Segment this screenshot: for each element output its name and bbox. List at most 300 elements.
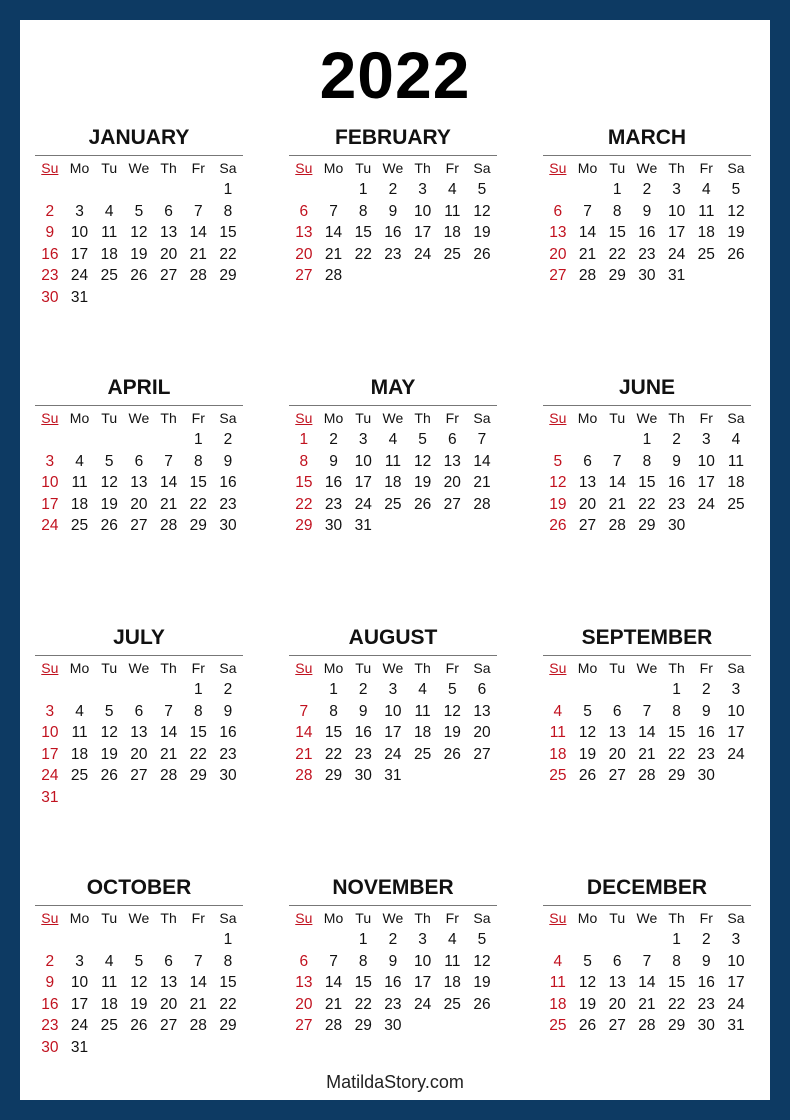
- day-number: 26: [578, 767, 597, 785]
- day-number: 17: [667, 224, 686, 242]
- empty-day: [437, 765, 467, 787]
- day-number: 8: [642, 452, 652, 470]
- day-number: 5: [134, 952, 144, 970]
- empty-day: [437, 515, 467, 537]
- day-number: 30: [354, 767, 372, 785]
- day-number: 25: [70, 517, 89, 535]
- day-number: 25: [70, 767, 89, 785]
- day-number: 16: [384, 224, 402, 242]
- day-number: 10: [727, 952, 745, 970]
- day-number: 22: [189, 495, 207, 513]
- empty-day: [94, 429, 124, 451]
- day-number: 10: [41, 724, 59, 742]
- empty-day: [213, 287, 243, 309]
- week-row: [35, 744, 243, 766]
- day-number: 24: [667, 245, 686, 263]
- day-number: 29: [608, 267, 626, 285]
- day-number: 27: [159, 1017, 178, 1035]
- day-number: 17: [70, 995, 89, 1013]
- day-number: 16: [638, 224, 656, 242]
- day-number: 3: [358, 431, 368, 448]
- day-number: 18: [727, 474, 745, 492]
- day-number: 15: [354, 224, 372, 242]
- weekday-header: [289, 157, 497, 179]
- day-number: 1: [672, 931, 681, 948]
- day-number: 4: [388, 431, 398, 448]
- weekday-label: Sa: [473, 660, 491, 676]
- day-number: 1: [193, 681, 203, 698]
- empty-day: [94, 179, 124, 201]
- divider: [289, 155, 497, 156]
- day-number: 17: [727, 724, 745, 742]
- weekday-label: We: [636, 910, 658, 926]
- day-number: 27: [130, 517, 148, 535]
- day-number: 5: [134, 202, 144, 220]
- weekday-label: Fr: [445, 410, 459, 426]
- day-number: 21: [324, 245, 343, 263]
- weekday-label: Fr: [445, 660, 459, 676]
- day-number: 2: [358, 681, 368, 698]
- day-number: 15: [638, 474, 656, 492]
- day-number: 20: [130, 495, 148, 513]
- day-number: 22: [295, 495, 313, 513]
- day-number: 12: [100, 474, 118, 492]
- week-row: [35, 787, 243, 809]
- day-number: 16: [219, 724, 237, 742]
- weekday-label: We: [382, 410, 404, 426]
- day-number: 4: [447, 931, 457, 948]
- weekday-label: Su: [549, 660, 567, 676]
- divider: [289, 905, 497, 906]
- week-row: [543, 994, 751, 1016]
- weekday-label: Mo: [577, 410, 598, 426]
- day-number: 24: [413, 245, 432, 263]
- month-january: [35, 122, 243, 309]
- day-number: 22: [354, 995, 372, 1013]
- weekday-label: We: [382, 660, 404, 676]
- day-number: 1: [299, 431, 309, 448]
- weekday-label: Tu: [355, 410, 372, 426]
- weekday-label: Tu: [355, 160, 372, 176]
- day-number: 28: [189, 267, 207, 285]
- day-number: 23: [638, 245, 656, 263]
- day-number: 23: [354, 745, 372, 763]
- day-number: 30: [638, 267, 656, 285]
- week-row: [35, 1015, 243, 1037]
- day-number: 7: [164, 702, 173, 720]
- day-number: 12: [549, 474, 567, 492]
- day-number: 6: [164, 952, 173, 970]
- weekday-label: Mo: [323, 910, 344, 926]
- weekday-label: Fr: [191, 910, 205, 926]
- day-number: 6: [583, 452, 592, 470]
- month-april: [35, 372, 243, 537]
- day-number: 11: [727, 452, 745, 470]
- weekday-label: Sa: [219, 410, 237, 426]
- month-title: JANUARY: [88, 126, 190, 149]
- day-number: 24: [727, 745, 745, 763]
- day-number: 26: [413, 495, 432, 513]
- day-number: 18: [70, 495, 89, 513]
- day-number: 1: [223, 931, 233, 948]
- day-number: 10: [697, 452, 715, 470]
- empty-day: [94, 929, 124, 951]
- weekday-label: Su: [295, 160, 313, 176]
- day-number: 12: [578, 724, 597, 742]
- day-number: 12: [130, 224, 148, 242]
- day-number: 26: [100, 767, 118, 785]
- month-july: [35, 622, 243, 809]
- day-number: 25: [413, 745, 432, 763]
- weekday-header: [543, 157, 751, 179]
- day-number: 24: [41, 767, 59, 785]
- day-number: 30: [667, 517, 686, 535]
- weekday-header: [289, 907, 497, 929]
- day-number: 25: [727, 495, 745, 513]
- month-title: APRIL: [107, 376, 171, 399]
- day-number: 26: [130, 267, 148, 285]
- day-number: 13: [295, 224, 313, 242]
- empty-day: [124, 429, 154, 451]
- empty-day: [65, 429, 95, 451]
- day-number: 14: [324, 224, 343, 242]
- week-row: [35, 515, 243, 537]
- day-number: 7: [329, 202, 338, 220]
- day-number: 15: [667, 974, 686, 992]
- day-number: 23: [697, 995, 715, 1013]
- day-number: 29: [189, 517, 207, 535]
- day-number: 8: [672, 952, 681, 970]
- empty-day: [408, 765, 438, 787]
- weekday-label: We: [128, 160, 150, 176]
- day-number: 24: [70, 1017, 89, 1035]
- day-number: 20: [549, 245, 567, 263]
- day-number: 6: [134, 452, 144, 470]
- day-number: 25: [443, 995, 461, 1013]
- day-number: 21: [473, 474, 491, 492]
- month-may: [289, 372, 497, 537]
- month-june: [543, 372, 751, 537]
- weekday-label: Sa: [473, 410, 491, 426]
- day-number: 5: [731, 181, 741, 198]
- day-number: 13: [295, 974, 313, 992]
- day-number: 5: [583, 952, 592, 970]
- day-number: 13: [443, 452, 461, 470]
- weekday-label: Tu: [101, 660, 118, 676]
- day-number: 17: [70, 245, 89, 263]
- week-row: [543, 451, 751, 473]
- day-number: 9: [329, 452, 338, 470]
- empty-day: [573, 429, 603, 451]
- day-number: 5: [477, 931, 487, 948]
- day-number: 29: [638, 517, 656, 535]
- empty-day: [35, 929, 65, 951]
- day-number: 13: [159, 974, 178, 992]
- weekday-label: We: [382, 160, 404, 176]
- day-number: 25: [100, 1017, 118, 1035]
- day-number: 29: [295, 517, 313, 535]
- day-number: 5: [418, 431, 427, 448]
- day-number: 27: [295, 267, 313, 285]
- empty-day: [289, 179, 319, 201]
- weekday-label: Su: [295, 660, 313, 676]
- weekday-header: [35, 657, 243, 679]
- day-number: 25: [549, 767, 567, 785]
- weekday-label: Mo: [69, 910, 90, 926]
- weekday-label: Sa: [219, 160, 237, 176]
- day-number: 23: [41, 267, 59, 285]
- day-number: 24: [354, 495, 372, 513]
- weekday-label: Fr: [699, 660, 713, 676]
- day-number: 15: [295, 474, 313, 492]
- weekday-label: Su: [549, 160, 567, 176]
- day-number: 6: [553, 202, 563, 220]
- empty-day: [154, 929, 184, 951]
- day-number: 17: [413, 974, 432, 992]
- day-number: 21: [324, 995, 343, 1013]
- day-number: 1: [223, 181, 233, 198]
- empty-day: [65, 679, 95, 701]
- weekday-label: Th: [160, 910, 177, 926]
- empty-day: [467, 515, 497, 537]
- day-number: 4: [553, 952, 563, 970]
- week-row: [289, 429, 497, 451]
- weekday-label: Tu: [101, 910, 118, 926]
- day-number: 2: [701, 681, 711, 698]
- week-row: [289, 929, 497, 951]
- day-number: 11: [444, 952, 461, 970]
- day-number: 2: [223, 681, 233, 698]
- day-number: 12: [578, 974, 597, 992]
- day-number: 10: [70, 974, 89, 992]
- weekday-header: [35, 157, 243, 179]
- day-number: 4: [447, 181, 457, 198]
- empty-day: [35, 179, 65, 201]
- empty-day: [408, 265, 438, 287]
- day-number: 2: [388, 931, 398, 948]
- day-number: 9: [388, 202, 398, 220]
- empty-day: [183, 787, 213, 809]
- week-row: [35, 222, 243, 244]
- day-number: 3: [388, 681, 398, 698]
- month-december: [543, 872, 751, 1037]
- day-number: 21: [608, 495, 626, 513]
- day-number: 11: [101, 224, 118, 242]
- day-number: 19: [100, 495, 118, 513]
- day-number: 26: [727, 245, 745, 263]
- day-number: 9: [701, 952, 711, 970]
- day-number: 8: [329, 702, 338, 720]
- day-number: 25: [697, 245, 715, 263]
- day-number: 26: [549, 517, 567, 535]
- day-number: 7: [642, 702, 652, 720]
- empty-day: [154, 287, 184, 309]
- empty-day: [543, 179, 573, 201]
- day-number: 16: [697, 724, 715, 742]
- day-number: 22: [219, 245, 237, 263]
- day-number: 21: [159, 495, 178, 513]
- day-number: 9: [358, 702, 368, 720]
- day-number: 15: [608, 224, 626, 242]
- weekday-label: We: [636, 160, 658, 176]
- week-row: [35, 494, 243, 516]
- day-number: 22: [667, 745, 686, 763]
- empty-day: [467, 1015, 497, 1037]
- week-row: [35, 429, 243, 451]
- empty-day: [573, 929, 603, 951]
- week-row: [543, 679, 751, 701]
- week-row: [543, 179, 751, 201]
- weekday-label: Tu: [101, 410, 118, 426]
- day-number: 5: [583, 702, 592, 720]
- day-number: 20: [443, 474, 461, 492]
- day-number: 8: [193, 702, 203, 720]
- day-number: 29: [667, 1017, 686, 1035]
- day-number: 16: [219, 474, 237, 492]
- day-number: 27: [295, 1017, 313, 1035]
- day-number: 27: [549, 267, 567, 285]
- day-number: 11: [444, 202, 461, 220]
- day-number: 19: [443, 724, 461, 742]
- day-number: 27: [473, 745, 491, 763]
- day-number: 11: [549, 974, 566, 992]
- day-number: 18: [413, 724, 432, 742]
- weekday-label: Tu: [101, 160, 118, 176]
- day-number: 7: [329, 952, 338, 970]
- day-number: 2: [45, 952, 55, 970]
- day-number: 20: [608, 995, 626, 1013]
- weekday-label: Th: [414, 410, 431, 426]
- day-number: 19: [473, 224, 491, 242]
- day-number: 19: [578, 995, 597, 1013]
- weekday-label: Fr: [191, 410, 205, 426]
- day-number: 27: [443, 495, 461, 513]
- day-number: 14: [473, 452, 491, 470]
- day-number: 30: [697, 1017, 715, 1035]
- weekday-label: Fr: [699, 160, 713, 176]
- weekday-label: We: [128, 410, 150, 426]
- day-number: 24: [697, 495, 715, 513]
- empty-day: [183, 929, 213, 951]
- weekday-label: Tu: [609, 160, 626, 176]
- day-number: 26: [473, 245, 491, 263]
- weekday-label: Mo: [69, 160, 90, 176]
- month-title: SEPTEMBER: [581, 626, 713, 649]
- weekday-label: We: [128, 660, 150, 676]
- month-november: [289, 872, 497, 1037]
- day-number: 12: [130, 974, 148, 992]
- weekday-header: [289, 407, 497, 429]
- day-number: 17: [413, 224, 432, 242]
- day-number: 13: [549, 224, 567, 242]
- day-number: 21: [578, 245, 597, 263]
- day-number: 5: [553, 452, 563, 470]
- empty-day: [602, 429, 632, 451]
- day-number: 16: [697, 974, 715, 992]
- day-number: 3: [731, 931, 741, 948]
- day-number: 28: [159, 517, 178, 535]
- month-title: DECEMBER: [586, 876, 708, 899]
- day-number: 11: [71, 474, 88, 492]
- day-number: 14: [189, 974, 207, 992]
- day-number: 28: [159, 767, 178, 785]
- empty-day: [154, 179, 184, 201]
- month-title: OCTOBER: [86, 876, 192, 899]
- day-number: 18: [100, 245, 118, 263]
- week-row: [289, 472, 497, 494]
- month-october: [35, 872, 243, 1059]
- empty-day: [124, 1037, 154, 1059]
- empty-day: [543, 429, 573, 451]
- day-number: 20: [295, 995, 313, 1013]
- day-number: 20: [578, 495, 597, 513]
- weekday-label: Mo: [323, 410, 344, 426]
- month-title: JUNE: [618, 376, 676, 399]
- day-number: 9: [701, 702, 711, 720]
- day-number: 8: [612, 202, 622, 220]
- day-number: 14: [159, 474, 178, 492]
- day-number: 1: [329, 681, 338, 698]
- day-number: 27: [130, 767, 148, 785]
- day-number: 7: [299, 702, 309, 720]
- day-number: 23: [219, 745, 237, 763]
- empty-day: [632, 679, 662, 701]
- empty-day: [437, 1015, 467, 1037]
- day-number: 1: [193, 431, 203, 448]
- day-number: 18: [70, 745, 89, 763]
- day-number: 21: [189, 245, 207, 263]
- day-number: 28: [473, 495, 491, 513]
- day-number: 14: [638, 724, 656, 742]
- month-title: NOVEMBER: [332, 876, 454, 899]
- weekday-label: Sa: [473, 910, 491, 926]
- empty-day: [573, 179, 603, 201]
- day-number: 18: [697, 224, 715, 242]
- empty-day: [213, 1037, 243, 1059]
- day-number: 8: [672, 702, 681, 720]
- week-row: [543, 929, 751, 951]
- weekday-label: Sa: [473, 160, 491, 176]
- divider: [289, 405, 497, 406]
- day-number: 25: [443, 245, 461, 263]
- week-row: [289, 265, 497, 287]
- day-number: 6: [299, 202, 309, 220]
- weekday-label: Mo: [69, 660, 90, 676]
- weekday-label: Th: [668, 410, 685, 426]
- day-number: 10: [413, 952, 432, 970]
- weekday-label: We: [382, 910, 404, 926]
- empty-day: [602, 929, 632, 951]
- day-number: 10: [354, 452, 372, 470]
- day-number: 25: [100, 267, 118, 285]
- day-number: 24: [384, 745, 402, 763]
- weekday-label: Su: [295, 910, 313, 926]
- day-number: 19: [100, 745, 118, 763]
- day-number: 24: [41, 517, 59, 535]
- empty-day: [543, 679, 573, 701]
- week-row: [543, 244, 751, 266]
- day-number: 6: [299, 952, 309, 970]
- day-number: 26: [100, 517, 118, 535]
- day-number: 25: [384, 495, 402, 513]
- empty-day: [378, 265, 408, 287]
- day-number: 26: [443, 745, 461, 763]
- day-number: 3: [701, 431, 711, 448]
- day-number: 17: [384, 724, 402, 742]
- day-number: 26: [578, 1017, 597, 1035]
- empty-day: [65, 179, 95, 201]
- day-number: 6: [447, 431, 457, 448]
